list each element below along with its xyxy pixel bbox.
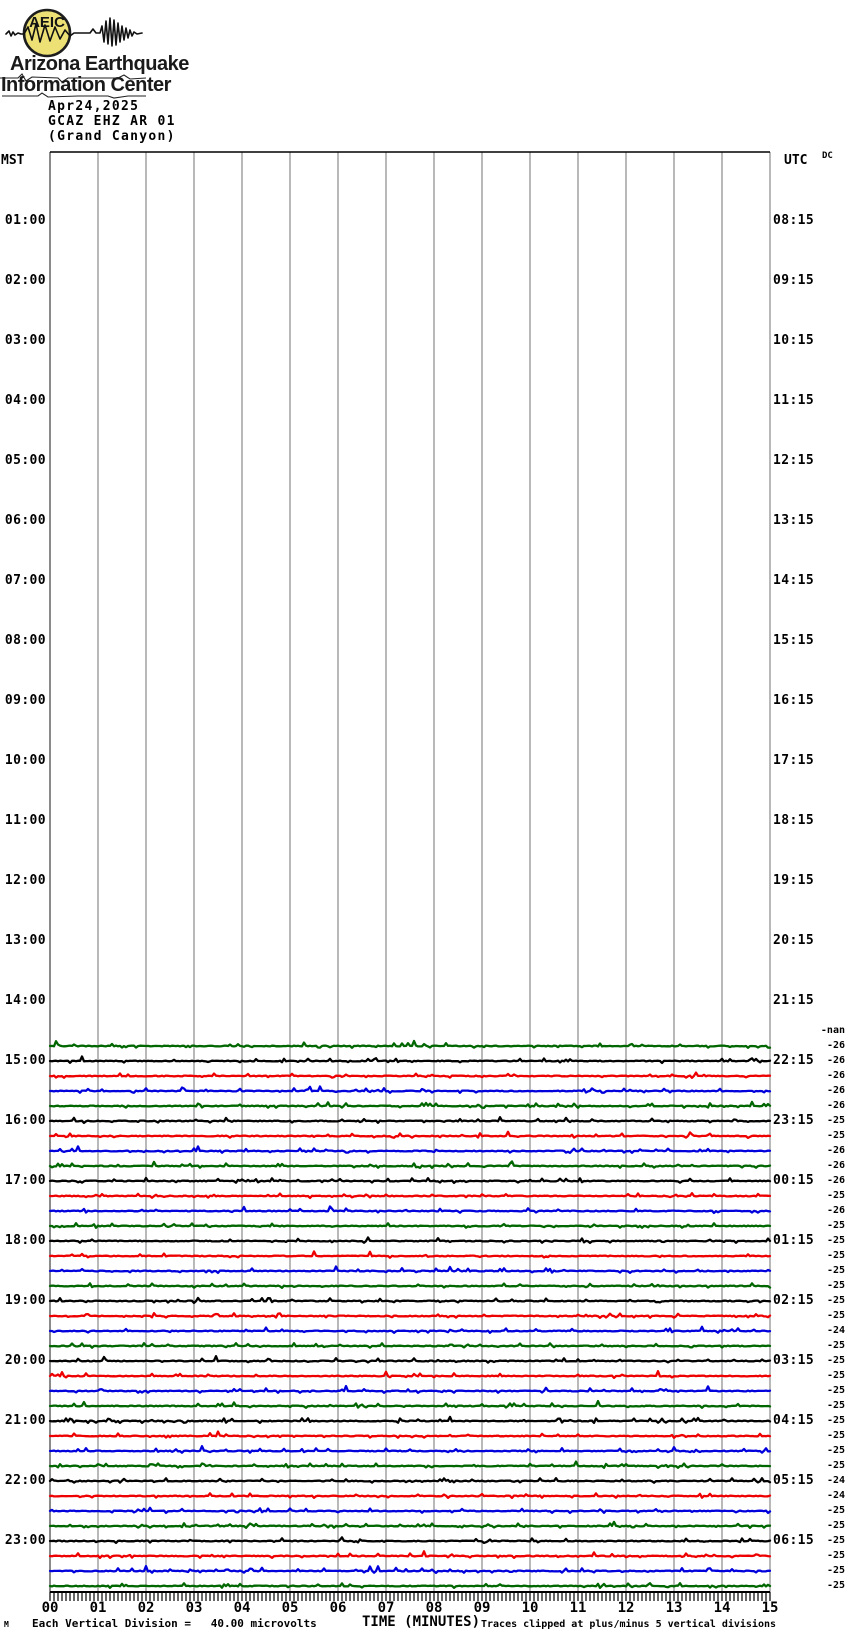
seismogram-trace-1615 — [50, 1132, 770, 1138]
seismogram-trace-2330 — [50, 1566, 770, 1573]
seismogram-trace-1915 — [50, 1313, 770, 1318]
x-axis-tick-label: 02 — [137, 1600, 155, 1616]
seismogram-trace-1930 — [50, 1327, 770, 1333]
seismogram-trace-2215 — [50, 1493, 770, 1498]
seismogram-trace-1600 — [50, 1117, 770, 1123]
seismogram-trace-2315 — [50, 1551, 770, 1558]
mst-hour-label: 08:00 — [4, 633, 46, 648]
seismogram-trace-2000 — [50, 1356, 770, 1362]
dc-value-label: -25 — [826, 1550, 845, 1561]
x-axis-tick-label: 15 — [761, 1600, 779, 1616]
mst-hour-label: 10:00 — [4, 753, 46, 768]
seismogram-trace-1730 — [50, 1207, 770, 1213]
mst-hour-label: 05:00 — [4, 453, 46, 468]
mst-hour-label: 18:00 — [4, 1233, 46, 1248]
seismogram-trace-2030 — [50, 1386, 770, 1393]
dc-value-label: -25 — [826, 1220, 845, 1231]
utc-hour-label: 18:15 — [773, 813, 815, 828]
seismogram-trace-1830 — [50, 1267, 770, 1273]
dc-value-label: -25 — [826, 1385, 845, 1396]
dc-value-label: -25 — [826, 1130, 845, 1141]
dc-value-label: -25 — [826, 1520, 845, 1531]
mst-hour-label: 02:00 — [4, 273, 46, 288]
dc-value-label: -26 — [826, 1175, 845, 1186]
dc-value-label: -25 — [826, 1505, 845, 1516]
seismogram-trace-2245 — [50, 1522, 770, 1528]
x-axis-tick-label: 11 — [569, 1600, 587, 1616]
seismogram-trace-2300 — [50, 1537, 770, 1543]
dc-value-label: -26 — [826, 1160, 845, 1171]
dc-value-label: -25 — [826, 1115, 845, 1126]
org-name-line2: Information Center — [1, 74, 171, 96]
x-axis-tick-label: 09 — [473, 1600, 491, 1616]
mst-hour-label: 13:00 — [4, 933, 46, 948]
mst-hour-label: 15:00 — [4, 1053, 46, 1068]
mst-hour-label: 22:00 — [4, 1473, 46, 1488]
utc-hour-label: 16:15 — [773, 693, 815, 708]
mst-hour-label: 19:00 — [4, 1293, 46, 1308]
dc-value-label: -25 — [826, 1415, 845, 1426]
mst-hour-label: 11:00 — [4, 813, 46, 828]
mst-hour-label: 17:00 — [4, 1173, 46, 1188]
x-axis-tick-label: 04 — [233, 1600, 251, 1616]
mst-hour-label: 01:00 — [4, 213, 46, 228]
seismogram-trace-1945 — [50, 1343, 770, 1348]
seismogram-trace-2115 — [50, 1432, 770, 1438]
dc-value-label: -25 — [826, 1295, 845, 1306]
dc-value-label: -26 — [826, 1085, 845, 1096]
dc-value-label: -24 — [826, 1475, 845, 1486]
mst-hour-label: 07:00 — [4, 573, 46, 588]
seismogram-trace-1845 — [50, 1283, 770, 1287]
utc-hour-label: 04:15 — [773, 1413, 815, 1428]
x-axis-title: TIME (MINUTES) — [361, 1614, 481, 1630]
dc-value-label: -25 — [826, 1190, 845, 1201]
x-axis-tick-label: 01 — [89, 1600, 107, 1616]
utc-hour-label: 02:15 — [773, 1293, 815, 1308]
dc-value-label: -25 — [826, 1250, 845, 1261]
utc-hour-label: 03:15 — [773, 1353, 815, 1368]
seismogram-trace-2200 — [50, 1478, 770, 1483]
dc-value-label: -26 — [826, 1055, 845, 1066]
x-axis-tick-label: 03 — [185, 1600, 203, 1616]
dc-value-label: -26 — [826, 1205, 845, 1216]
dc-value-label: -25 — [826, 1370, 845, 1381]
seismogram-trace-2045 — [50, 1401, 770, 1408]
utc-hour-label: 15:15 — [773, 633, 815, 648]
utc-hour-label: 06:15 — [773, 1533, 815, 1548]
dc-value-label: -25 — [826, 1565, 845, 1576]
x-axis-tick-label: 07 — [377, 1600, 395, 1616]
seismogram-trace-2145 — [50, 1462, 770, 1468]
utc-hour-label: 10:15 — [773, 333, 815, 348]
utc-hour-label: 23:15 — [773, 1113, 815, 1128]
mst-hour-label: 06:00 — [4, 513, 46, 528]
utc-hour-label: 12:15 — [773, 453, 815, 468]
right-timezone-label: UTC — [784, 153, 808, 168]
mst-hour-label: 21:00 — [4, 1413, 46, 1428]
seismogram-trace-1700 — [50, 1178, 770, 1183]
seismogram-trace-1500 — [50, 1057, 770, 1063]
utc-hour-label: 22:15 — [773, 1053, 815, 1068]
utc-hour-label: 00:15 — [773, 1173, 815, 1188]
seismogram-trace-1445 — [50, 1041, 770, 1048]
utc-hour-label: 17:15 — [773, 753, 815, 768]
dc-value-label: -25 — [826, 1235, 845, 1246]
seismogram-trace-1515 — [50, 1073, 770, 1078]
seismogram-trace-1815 — [50, 1251, 770, 1257]
left-timezone-label: MST — [1, 153, 25, 168]
seismogram-trace-1900 — [50, 1298, 770, 1303]
seismogram-trace-2015 — [50, 1371, 770, 1378]
seismogram-trace-1715 — [50, 1193, 770, 1198]
seismogram-trace-1645 — [50, 1162, 770, 1168]
utc-hour-label: 14:15 — [773, 573, 815, 588]
seismogram-trace-1630 — [50, 1146, 770, 1153]
plot-date: Apr24,2025 — [48, 99, 140, 114]
plot-station: GCAZ EHZ AR 01 — [48, 114, 176, 129]
utc-hour-label: 20:15 — [773, 933, 815, 948]
vertical-scale-note: Each Vertical Division = 40.00 microvolts — [32, 1617, 317, 1630]
mst-hour-label: 09:00 — [4, 693, 46, 708]
corner-mark: M — [4, 1620, 9, 1629]
seismogram-trace-1530 — [50, 1087, 770, 1093]
logo-acronym: AEIC — [29, 14, 65, 31]
mst-hour-label: 03:00 — [4, 333, 46, 348]
x-axis-tick-label: 06 — [329, 1600, 347, 1616]
dc-value-label: -25 — [826, 1445, 845, 1456]
seismogram-trace-2130 — [50, 1446, 770, 1453]
utc-hour-label: 13:15 — [773, 513, 815, 528]
dc-value-label: -25 — [826, 1310, 845, 1321]
utc-hour-label: 05:15 — [773, 1473, 815, 1488]
x-axis-tick-label: 13 — [665, 1600, 683, 1616]
seismogram-trace-1800 — [50, 1238, 770, 1243]
mst-hour-label: 16:00 — [4, 1113, 46, 1128]
dc-value-label: -25 — [826, 1340, 845, 1351]
dc-value-label: -25 — [826, 1535, 845, 1546]
mst-hour-label: 14:00 — [4, 993, 46, 1008]
org-name-line1: Arizona Earthquake — [10, 53, 189, 75]
seismogram-trace-2345 — [50, 1583, 770, 1588]
x-axis-tick-label: 14 — [713, 1600, 731, 1616]
dc-value-label: -26 — [826, 1145, 845, 1156]
dc-value-label: -25 — [826, 1430, 845, 1441]
x-axis-tick-label: 12 — [617, 1600, 635, 1616]
utc-hour-label: 08:15 — [773, 213, 815, 228]
x-axis-tick-label: 00 — [41, 1600, 59, 1616]
x-axis-tick-label: 10 — [521, 1600, 539, 1616]
x-axis-minor-ticks — [50, 1592, 770, 1601]
dc-value-label: -26 — [826, 1040, 845, 1051]
utc-hour-label: 21:15 — [773, 993, 815, 1008]
utc-hour-label: 11:15 — [773, 393, 815, 408]
dc-value-label: -25 — [826, 1460, 845, 1471]
plot-location: (Grand Canyon) — [48, 129, 176, 144]
mst-hour-label: 23:00 — [4, 1533, 46, 1548]
mst-hour-label: 04:00 — [4, 393, 46, 408]
seismogram-trace-1545 — [50, 1102, 770, 1108]
dc-value-label: -24 — [826, 1490, 845, 1501]
utc-hour-label: 19:15 — [773, 873, 815, 888]
dc-column-label: DC — [822, 151, 833, 161]
utc-hour-label: 09:15 — [773, 273, 815, 288]
dc-value-label: -24 — [826, 1325, 845, 1336]
dc-value-label: -25 — [826, 1400, 845, 1411]
dc-value-label: -nan — [820, 1025, 845, 1036]
x-axis-tick-label: 08 — [425, 1600, 443, 1616]
dc-value-label: -25 — [826, 1580, 845, 1591]
seismogram-trace-2230 — [50, 1508, 770, 1513]
mst-hour-label: 12:00 — [4, 873, 46, 888]
dc-value-label: -25 — [826, 1355, 845, 1366]
seismogram-trace-1745 — [50, 1223, 770, 1228]
mst-hour-label: 20:00 — [4, 1353, 46, 1368]
dc-value-label: -25 — [826, 1265, 845, 1276]
dc-value-label: -25 — [826, 1280, 845, 1291]
clip-note: Traces clipped at plus/minus 5 vertical divisions — [481, 1619, 777, 1630]
dc-value-label: -26 — [826, 1100, 845, 1111]
x-axis-tick-label: 05 — [281, 1600, 299, 1616]
dc-value-label: -26 — [826, 1070, 845, 1081]
utc-hour-label: 01:15 — [773, 1233, 815, 1248]
seismogram-trace-2100 — [50, 1417, 770, 1423]
